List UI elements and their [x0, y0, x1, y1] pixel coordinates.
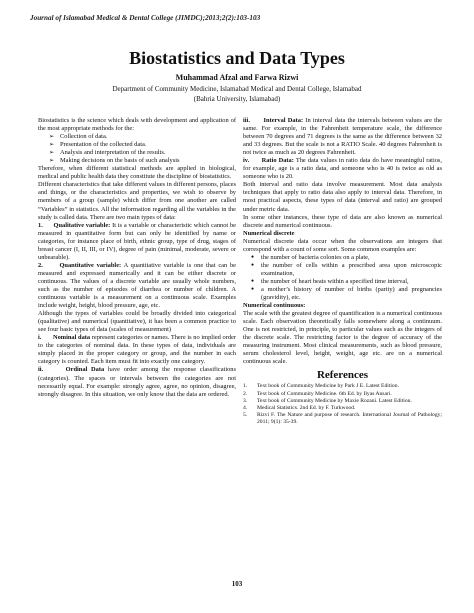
interval-label: Interval Data:	[263, 117, 304, 124]
quantitative-label: Quantitative variable:	[59, 261, 122, 269]
reference-text: Rizvi F. The Nature and purpose of research. International Journal of Pathology; 2011; 9(1): 35-39.	[257, 412, 442, 426]
ratio-label: Ratio Data:	[261, 157, 294, 165]
quantitative-text: A quantitative variable is one that can be measured and expressed numerically and it can be either discrete or continuous. The values of a discrete variable are usually whole numbers, such as the number of episodes of diarrhea or number of children. A continuous variable is a measurement on a continuous scale. Examples include weight, height, blood pressure, age, etc.	[38, 261, 236, 310]
reference-item	[243, 412, 442, 426]
reference-number: 1.	[243, 383, 248, 390]
numerical-continuous-paragraph: The scale with the greatest degree of quantification is a numerical continuous scale. Each observation theoretically falls somewhere along a continuum. One is not restricted, in principle, to particular values such as the integers of the discrete scale. The restricting factor is the degree of accuracy of the measuring instrument. Most clinical measurements, such as blood pressure, serum cholesterol level, height, weight, age etc. are on a numerical continuous scale.	[243, 310, 442, 366]
nominal-text: represent categories or names. There is no implied order to the categories of nominal data. In these types of data, individuals are simply placed in the proper category or group, and the number in each category is counted. Each item must fit into exactly one category.	[38, 334, 237, 366]
reference-item	[243, 383, 442, 390]
discrete-example-item: ● a mother’s history of number of births (parity) and pregnancies (gravidity), etc.	[261, 286, 442, 302]
discrete-example-item: ● the number of cells within a prescribed area upon microscopic examination,	[261, 262, 442, 278]
metric-paragraph: Both interval and ratio data involve measurement. Most data analysis techniques that apply to ratio data also apply to interval data. Therefore, in most practical aspects, these types of data (interval and ratio) are grouped under metric data.	[243, 181, 442, 213]
intro-paragraph: Biostatistics is the science which deals with development and application of the most appropriate methods for the:	[38, 117, 236, 133]
nominal-number: i.	[38, 334, 42, 342]
qualitative-text: It is a variable or characteristic which cannot be measured in quantitative form but can only be identified by name or categories, for instance place of birth, ethnic group, type of drug, stages of breast cancer (I, II, III, or IV), degree of pain (minimal, moderate, severe or unbearable).	[38, 221, 237, 261]
affiliation-university: (Bahria University, Islamabad)	[193, 95, 281, 103]
quantitative-number: 2.	[38, 261, 43, 269]
ratio-number: iv.	[243, 157, 250, 165]
ordinal-item	[38, 366, 236, 398]
discrete-example-item: ● the number of bacteria colonies on a plate,	[261, 254, 442, 262]
methods-list-item: ➢ Presentation of the collected data.	[60, 141, 236, 149]
references-heading: References	[316, 369, 369, 382]
right-column	[243, 117, 442, 427]
variables-paragraph: Different characteristics that take different values in different persons, places and things, or the characteristics and properties, we wish to observe by members of a group (sample) which differ from one another are called “Variables” in statistics. All the information regarding all the variables in the study is called data. There are two main types of data:	[38, 181, 236, 221]
discrete-continuous-paragraph: In some other instances, these type of data are also known as numerical discrete and numerical continuous.	[243, 213, 442, 229]
numerical-discrete-heading: Numerical discrete	[243, 229, 295, 237]
reference-text: Medical Statistics. 2nd Ed. by F. Turkwood.	[257, 405, 356, 412]
page-number: 103	[231, 580, 243, 588]
discrete-example-item: ● the number of heart beats within a specified time interval,	[261, 278, 442, 286]
journal-header: Journal of Islamabad Medical & Dental College (JIMDC);2013;2(2):103-103	[30, 14, 261, 22]
reference-number: 3.	[243, 397, 248, 404]
interval-number: iii.	[243, 117, 250, 124]
nominal-item	[38, 334, 236, 366]
ordinal-text: have order among the response classifications (categories). The spaces or intervals between the categories are not necessarily equal. For example: strongly agree, agree, no opinion, disagree, strongly disagree. In this situation, we only know that the data are ordered.	[38, 366, 236, 398]
biostatistics-paragraph: Therefore, when different statistical methods are applied in biological, medical and public health data they constitute the discipline of biostatistics.	[38, 165, 236, 181]
interval-text: In interval data the intervals between values are the same. For example, in the Fahrenheit temperature scale, the difference between 70 degrees and 71 degrees is the same as the difference between 32 and 33 degrees. But the scale is not a RATIO Scale. 40 degrees Fahrenheit is not twice as much as 20 degrees Fahrenheit.	[243, 117, 442, 157]
qualitative-label: Qualitative variable:	[53, 221, 111, 229]
ordinal-label: Ordinal Data	[65, 366, 105, 374]
reference-item	[243, 391, 442, 398]
reference-text: Text book of Community Medicine by Maxie Rozani. Latest Edition.	[257, 397, 412, 404]
numerical-continuous-heading: Numerical continuous:	[243, 302, 306, 310]
left-column	[38, 117, 236, 399]
ratio-text: The data values in ratio data do have meaningful ratios, for example, age is a ratio data, and someone who is 40 is twice as old as someone who is 20.	[243, 157, 442, 181]
article-title: Biostatistics and Data Types	[129, 48, 345, 68]
reference-text: Text book of Community Medicine by Park J E. Latest Edition.	[257, 383, 399, 390]
ordinal-number: ii.	[38, 366, 44, 374]
discrete-examples-list	[243, 254, 442, 302]
ratio-item	[243, 157, 442, 181]
interval-item	[243, 117, 442, 157]
authors: Muhammad Afzal and Farwa Rizwi	[175, 73, 299, 82]
affiliation-department: Department of Community Medicine, Islamabad Medical and Dental College, Islamabad	[112, 85, 362, 93]
methods-list	[38, 133, 236, 165]
quantitative-item	[38, 262, 236, 310]
methods-list-item: ➢ Making decisions on the basis of such analysis	[60, 157, 236, 165]
reference-number: 4.	[243, 405, 248, 412]
reference-text: Text book of Community Medicine. 6th Ed. by Ilyas Ansari.	[257, 390, 392, 397]
methods-list-item: ➢ Collection of data.	[60, 133, 236, 141]
reference-number: 2.	[243, 390, 248, 397]
reference-number: 5.	[243, 412, 248, 419]
scales-paragraph: Although the types of variables could be broadly divided into categorical (qualitative) and numerical (quantitative), it has been a common practice to see four basic types of data (scales of measurement)	[38, 310, 236, 334]
nominal-label: Nominal data	[52, 334, 91, 342]
qualitative-item	[38, 222, 236, 262]
references-list	[243, 383, 442, 426]
methods-list-item: ➢ Analysis and interpretation of the results.	[60, 149, 236, 157]
reference-item	[243, 398, 442, 405]
numerical-discrete-paragraph: Numerical discrete data occur when the observations are integers that correspond with a count of some sort. Some common examples are:	[243, 237, 442, 253]
qualitative-number: 1.	[38, 221, 43, 229]
